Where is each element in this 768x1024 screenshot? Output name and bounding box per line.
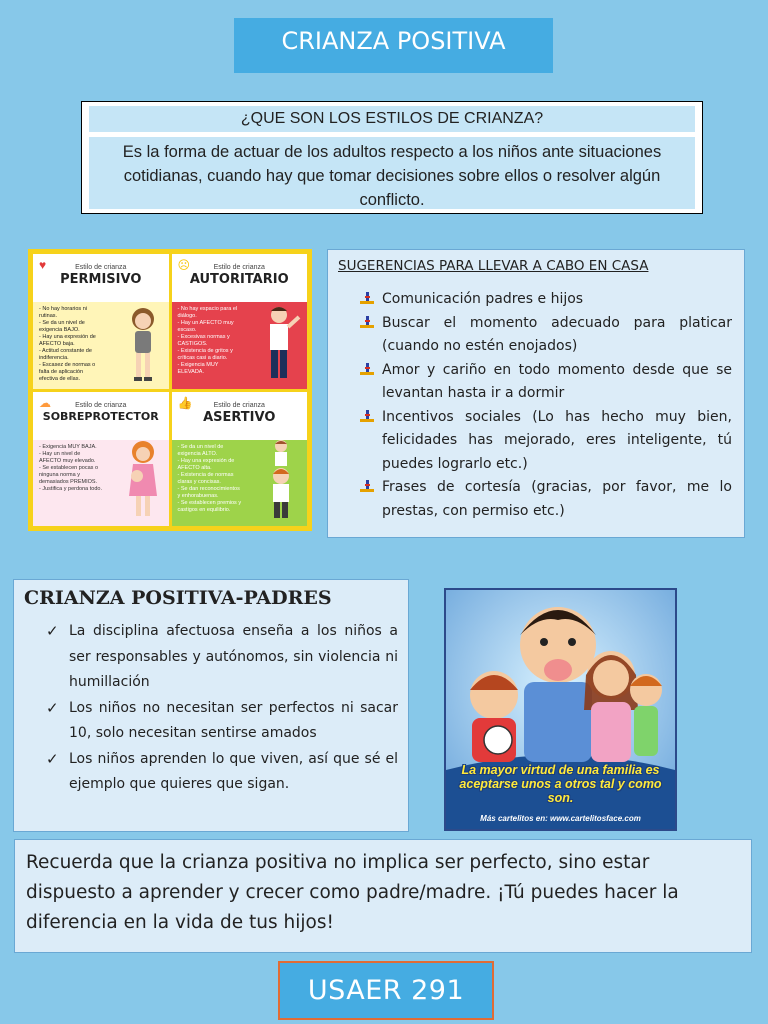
checkmark-icon: ✓ xyxy=(46,749,59,768)
suggestions-panel xyxy=(327,249,745,538)
style-line: - Se establecen pocas o ninguna norma y demasiados PREMIOS. xyxy=(39,464,99,485)
arrow-bullet-icon xyxy=(360,292,374,306)
style-sobreprotector xyxy=(33,392,169,527)
suggestion-text: Comunicación padres e hijos xyxy=(382,291,584,307)
arrow-bullet-icon xyxy=(360,410,374,424)
style-line: - Excesivas normas y CASTIGOS. xyxy=(177,334,230,347)
family-illustration xyxy=(444,588,677,831)
parents-item-text: Los niños aprenden lo que viven, así que sé el ejemplo que quieres que sigan. xyxy=(69,750,398,792)
parents-panel xyxy=(13,579,409,832)
style-asertivo xyxy=(172,392,308,527)
style-line: - Existencia de gritos y críticas casi a diario. xyxy=(177,348,233,361)
children-illustration xyxy=(261,438,301,520)
style-line: - Justifica y perdona todo. xyxy=(39,485,102,492)
definition-question: ¿QUE SON LOS ESTILOS DE CRIANZA? xyxy=(89,106,695,132)
footer-label: USAER 291 xyxy=(278,961,494,1020)
arrow-bullet-icon xyxy=(360,480,374,494)
suggestion-text: Amor y cariño en todo momento desde que se levantan hasta ir a dormir xyxy=(382,361,732,401)
style-line: - No hay horarios ni rutinas. xyxy=(39,306,87,319)
style-line: - Exigencia MUY BAJA. xyxy=(39,443,97,450)
style-name: AUTORITARIO xyxy=(189,272,289,287)
style-line: - Exigencia MUY ELEVADA. xyxy=(177,362,219,375)
style-label: Estilo de crianza xyxy=(213,264,265,271)
family-credit: Más cartelitos en: www.cartelitosface.com xyxy=(480,814,641,823)
suggestion-text: Buscar el momento adecuado para platicar (cuando no estén enojados) xyxy=(382,314,732,354)
family-caption: La mayor virtud de una familia es aceptarse unos a otros tal y como son. xyxy=(459,763,662,805)
style-name: ASERTIVO xyxy=(203,409,276,425)
cloud-icon: ☁ xyxy=(39,395,51,410)
list-item xyxy=(338,312,734,359)
parenting-styles-infographic xyxy=(28,249,312,531)
suggestion-text: Incentivos sociales (Lo has hecho muy bien, felicidades has mejorado, eres inteligente, tú puedes lograrlo etc.) xyxy=(382,408,732,472)
list-item xyxy=(338,406,734,477)
style-name: SOBREPROTECTOR xyxy=(42,409,159,423)
style-label: Estilo de crianza xyxy=(213,401,265,409)
style-line: - Actitud constante de indiferencia. xyxy=(39,348,92,361)
woman-illustration xyxy=(123,440,163,520)
list-item xyxy=(24,696,398,747)
style-name: PERMISIVO xyxy=(60,272,142,287)
style-label: Estilo de crianza xyxy=(75,264,127,271)
arrow-bullet-icon xyxy=(360,363,374,377)
thumbs-up-icon: 👍 xyxy=(177,395,193,410)
angry-face-icon: ☹ xyxy=(177,258,191,272)
style-line: - Se da un nivel de exigencia BAJO. xyxy=(39,320,85,333)
style-line: - Hay una expresión de AFECTO baja. xyxy=(39,334,96,347)
arrow-bullet-icon xyxy=(360,316,374,330)
style-line: - Hay un AFECTO muy escaso. xyxy=(177,320,234,333)
suggestions-title: SUGERENCIAS PARA LLEVAR A CABO EN CASA xyxy=(338,258,649,274)
list-item xyxy=(24,747,398,798)
style-line: - Se dan reconocimientos y enhorabuenas. xyxy=(177,485,240,499)
suggestion-text: Frases de cortesía (gracias, por favor, me lo prestas, con permiso etc.) xyxy=(382,479,732,519)
checkmark-icon: ✓ xyxy=(46,698,59,717)
page-title: CRIANZA POSITIVA xyxy=(234,18,553,73)
definition-box xyxy=(81,101,703,214)
style-permisivo xyxy=(33,254,169,389)
style-label: Estilo de crianza xyxy=(75,401,127,409)
parents-item-text: Los niños no necesitan ser perfectos ni sacar 10, solo necesitan sentirse amados xyxy=(69,699,398,741)
parents-item-text: La disciplina afectuosa enseña a los niños a ser responsables y autónomos, sin violencia ni humillación xyxy=(69,623,398,690)
style-autoritario xyxy=(172,254,308,389)
style-line: - Escasez de normas o falta de aplicación efectiva de ellas. xyxy=(39,362,96,382)
style-line: - Hay un nivel de AFECTO muy elevado. xyxy=(39,450,96,464)
list-item xyxy=(338,288,734,312)
girl-illustration xyxy=(123,305,163,383)
style-line: - Hay una expresión de AFECTO alta. xyxy=(177,457,235,471)
style-line: - No hay espacio para el diálogo. xyxy=(177,306,238,319)
style-line: - Existencia de normas claras y concisas. xyxy=(177,471,234,485)
style-line: - Se establecen premios y castigos en equilibrio. xyxy=(177,499,242,513)
checkmark-icon: ✓ xyxy=(46,622,59,640)
heart-icon: ♥ xyxy=(39,258,47,272)
parents-title: CRIANZA POSITIVA-PADRES xyxy=(24,587,332,609)
definition-answer: Es la forma de actuar de los adultos respecto a los niños ante situaciones cotidianas, cuando hay que tomar decisiones sobre ellos o resolver algún conflicto. xyxy=(89,137,695,209)
list-item xyxy=(338,359,734,406)
style-line: - Se da un nivel de exigencia ALTO. xyxy=(177,443,224,457)
man-illustration xyxy=(257,303,301,383)
list-item xyxy=(24,619,398,696)
closing-message: Recuerda que la crianza positiva no implica ser perfecto, sino estar dispuesto a aprender y crecer como padre/madre. ¡Tú puedes hacer la diferencia en la vida de tus hijos! xyxy=(14,839,752,953)
list-item xyxy=(338,476,734,523)
